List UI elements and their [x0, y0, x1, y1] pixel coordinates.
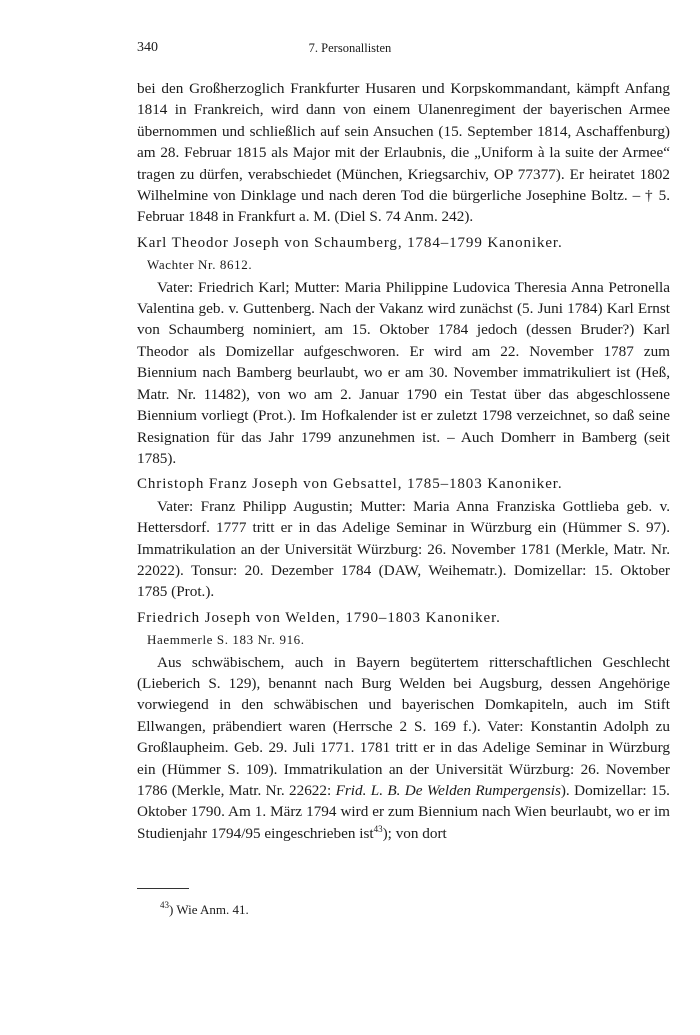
entry-heading: Karl Theodor Joseph von Schaumberg, 1784–1799 Kanoniker. — [137, 234, 563, 251]
footnote-rule — [137, 888, 189, 889]
running-head: 7. Personallisten — [308, 41, 392, 55]
entry-heading: Christoph Franz Joseph von Gebsattel, 1785–1803 Kanoniker. — [137, 476, 563, 493]
paragraph-text: Aus schwäbischem, auch in Bayern begütertem ritterschaftlichen Geschlecht (Lieberich S. 129), benannt nach Burg Welden bei Augsburg, dessen Angehörige vorwiegend in den schwäbischen und bayerischen Domkapiteln, auch im Stift Ellwangen, präbendiert waren (Herrsche 2 S. 169 f.). Vater: Konstantin Adolph zu Großlaupheim. Geb. 29. Juli 1771. 1781 tritt er in das Adelige Seminar in Würzburg ein (Hümmer S. 109). Immatrikulation an der Universität Würzburg: 26. November 1786 (Merkle, Matr. Nr. 22622: — [137, 653, 670, 799]
paragraph — [137, 652, 670, 845]
page-number: 340 — [137, 40, 158, 55]
entry-heading: Friedrich Joseph von Welden, 1790–1803 Kanoniker. — [137, 609, 501, 626]
page-body — [137, 78, 670, 844]
footnote-text: ) Wie Anm. 41. — [169, 902, 249, 917]
paragraph: Vater: Franz Philipp Augustin; Mutter: Maria Anna Franziska Gottlieba geb. v. Hettersdorf. 1777 tritt er in das Adelige Seminar in Würzburg ein (Hümmer S. 97). Immatrikulation an der Universität Würzburg: 26. November 1781 (Merkle, Matr. Nr. 22022). Tonsur: 20. Dezember 1784 (DAW, Weihematr.). Domizellar: 15. Oktober 1785 (Prot.). — [137, 497, 670, 601]
paragraph: bei den Großherzoglich Frankfurter Husaren und Korpskommandant, kämpft Anfang 1814 in Frankreich, wird dann von einem Ulanenregiment der bayerischen Armee übernommen und schließlich auf sein Ansuchen (15. September 1814, Aschaffenburg) am 28. Februar 1815 als Major mit der Erlaubnis, die „Uniform à la suite der Armee“ tragen zu dürfen, verabschiedet (München, Kriegsarchiv, OP 77377). Er heiratet 1802 Wilhelmine von Dinklage und nach deren Tod die bürgerliche Josephine Boltz. – † 5. Februar 1848 in Frankfurt a. M. (Diel S. 74 Anm. 242). — [137, 80, 670, 226]
entry-reference: Haemmerle S. 183 Nr. 916. — [147, 632, 305, 648]
entry-reference: Wachter Nr. 8612. — [147, 257, 253, 273]
paragraph: Vater: Friedrich Karl; Mutter: Maria Philippine Ludovica Theresia Anna Petronella Valentina geb. v. Guttenberg. Nach der Vakanz wird zunächst (5. Juni 1784) Karl Ernst von Schaumberg nominiert, am 15. Oktober 1784 jedoch (dessen Bruder?) Karl Theodor als Domizellar aufgeschworen. Er wird am 22. November 1787 zum Biennium nach Bamberg beurlaubt, wo er am 30. November immatrikuliert ist (Heß, Matr. Nr. 11482), von wo am 2. Januar 1790 ein Testat über das abgeschlossene Biennium vorliegt (Prot.). Im Hofkalender ist er zuletzt 1798 verzeichnet, so daß seine Resignation für das Jahr 1799 anzunehmen ist. – Auch Domherr in Bamberg (seit 1785). — [137, 278, 670, 467]
paragraph-text: ). Domizellar: 15. Oktober 1790. Am 1. März 1794 wird er zum Biennium nach Wien beurlaubt, wo er im Studienjahr 1794/95 eingeschrieben ist — [137, 782, 670, 842]
footnote-ref: 43 — [373, 823, 383, 834]
italic-citation: Frid. L. B. De Welden Rumpergensis — [335, 782, 561, 799]
footnote — [160, 902, 249, 918]
paragraph-text: ); von dort — [382, 824, 447, 842]
footnote-mark: 43 — [160, 900, 169, 910]
